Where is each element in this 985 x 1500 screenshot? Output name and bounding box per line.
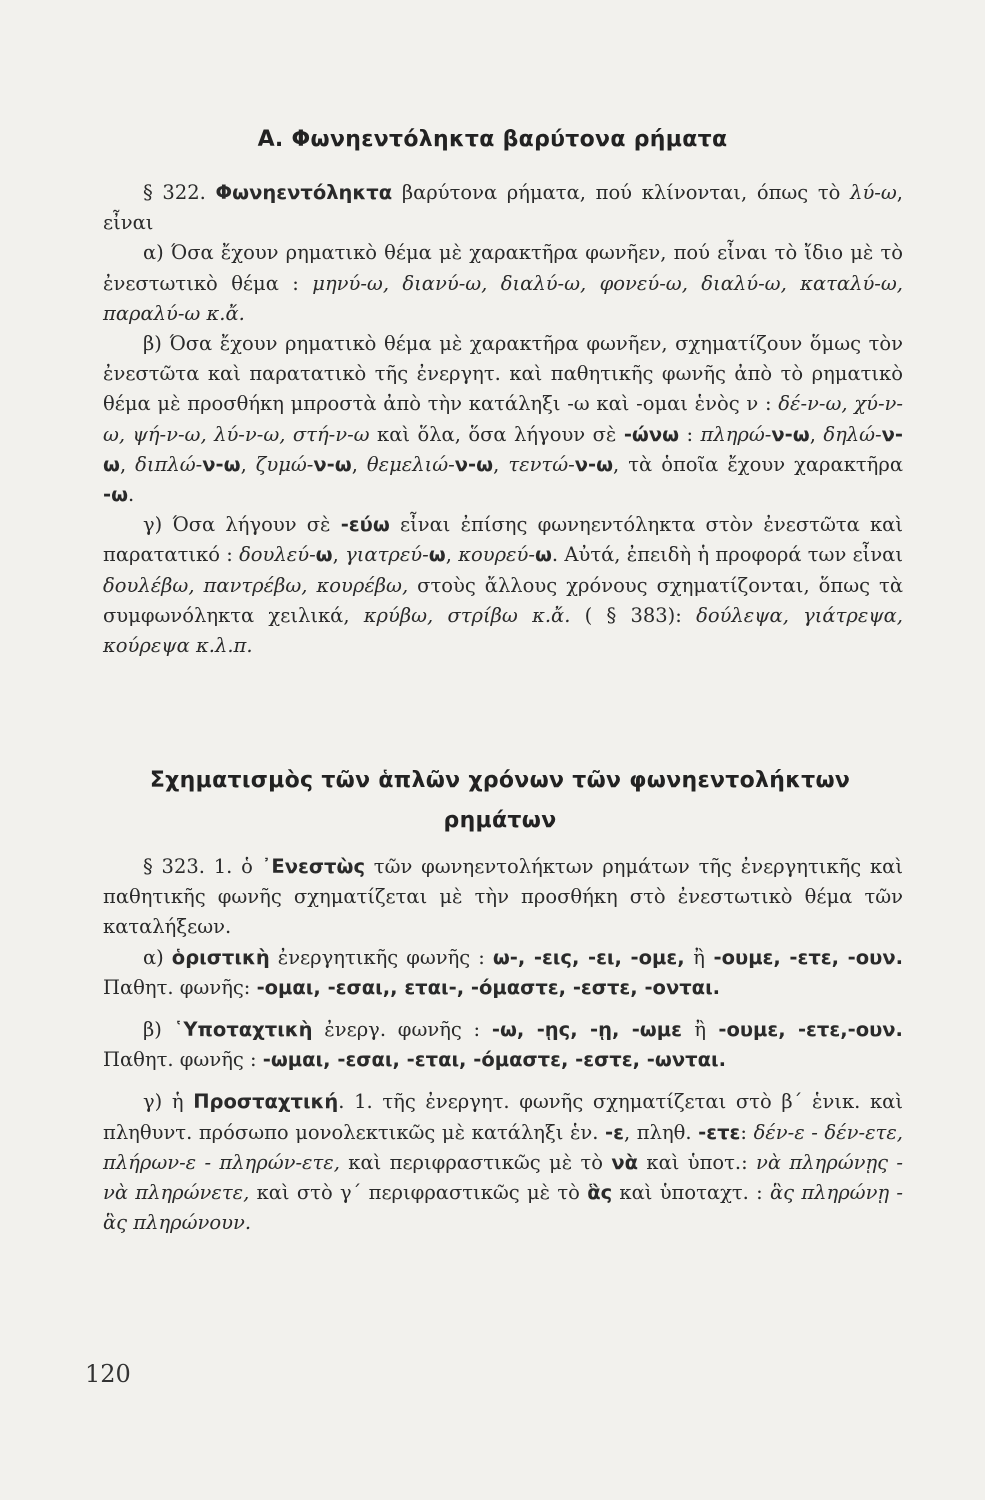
- example-text: δηλώ-: [823, 422, 882, 446]
- body-text: εἶναι ἐπίσης φωνηεντόληκτα στὸν ἐνεστῶτα καὶ παρατατικό :: [103, 513, 903, 567]
- example-text: γιατρεύ-: [345, 543, 429, 567]
- body-text: ἢ: [694, 1018, 706, 1042]
- list-label: β): [143, 1018, 174, 1042]
- bold-term: ᾿Ενεστὼς: [261, 855, 366, 878]
- bold-term: -ε: [605, 1120, 624, 1144]
- body-text: Όσα ἔχουν ρηματικὸ θέμα μὲ χαρακτῆρα φωνῆεν, πού εἶναι τὸ ἴδιο μὲ τὸ ἐνεστωτικὸ θέμα :: [103, 241, 903, 295]
- body-text: , πληθ.: [624, 1120, 699, 1144]
- bold-term: ν-ω: [202, 452, 241, 476]
- bold-term: ω: [315, 543, 333, 567]
- endings-text: -ωμαι, -εσαι, -εται, -όμαστε, -εστε, -ωνται.: [262, 1048, 726, 1072]
- body-text: καὶ στὸ γ΄ περιφραστικῶς μὲ τὸ: [249, 1181, 588, 1205]
- example-text: δουλέβω, παντρέβω, κουρέβω,: [103, 573, 409, 597]
- list-label: α): [143, 241, 171, 265]
- body-text: :: [740, 1120, 754, 1144]
- paragraph-322-c: [103, 510, 903, 661]
- endings-text: -ουμε, -ετε,-ουν.: [706, 1018, 903, 1042]
- body-text: στοὺς ἄλλους χρόνους σχηματίζονται, ὅπως τὰ συμφωνόληκτα χειλικά,: [103, 573, 903, 627]
- bold-term: ν-ω: [771, 422, 810, 446]
- paragraph-322-a: [103, 238, 903, 329]
- body-text: :: [679, 422, 701, 446]
- body-text: ,: [119, 452, 136, 476]
- endings-text: -ομαι, -εσαι,, εται-, -όμαστε, -εστε, -ονται.: [256, 975, 721, 999]
- example-text: μηνύ-ω, διανύ-ω, διαλύ-ω, φονεύ-ω, διαλύ-ω, καταλύ-ω, παραλύ-ω κ.ἄ.: [103, 271, 903, 325]
- body-text: ,: [240, 452, 256, 476]
- bold-term: -ετε: [698, 1120, 741, 1144]
- bold-term: ν-ω: [103, 422, 903, 476]
- paragraph-322-b: [103, 329, 903, 510]
- list-label: γ): [143, 513, 173, 537]
- paragraph-323-a: [103, 943, 903, 1003]
- body-text: καὶ ὑποταχτ. :: [612, 1181, 770, 1205]
- endings-text: -ω, -ῃς, -ῃ, -ωμε: [491, 1018, 695, 1042]
- bold-term: νὰ: [611, 1150, 639, 1174]
- body-text: Όσα λήγουν σὲ: [172, 513, 341, 537]
- body-text: ( § 383):: [570, 603, 697, 627]
- bold-term: ν-ω: [313, 452, 352, 476]
- bold-term: ω: [534, 543, 552, 567]
- example-text: λύ-ω: [850, 181, 897, 204]
- bold-term: ἃς: [587, 1181, 613, 1205]
- body-text: Παθητ. φωνῆς :: [103, 1048, 263, 1072]
- body-text: βαρύτονα ρήματα, πού κλίνονται, όπως τὸ: [392, 181, 851, 204]
- body-text: καὶ ὅλα, ὅσα λήγουν σὲ: [369, 422, 624, 446]
- body-text: ἐνεργ. φωνῆς :: [312, 1018, 492, 1042]
- body-text: ,: [351, 452, 367, 476]
- bold-term: ῾Υποταχτικὴ: [173, 1018, 313, 1042]
- bold-term: ν-ω: [454, 452, 494, 476]
- example-text: διπλώ-: [135, 452, 203, 476]
- paragraph-number: § 322.: [143, 181, 206, 204]
- list-label: β): [143, 332, 170, 356]
- example-text: δέ-ν-ω, χύ-ν-ω, ψή-ν-ω, λύ-ν-ω, στή-ν-ω: [103, 392, 903, 446]
- body-text: ,: [445, 543, 459, 567]
- body-text: ,: [809, 422, 824, 446]
- subsection-heading: Σχηματισμὸς τῶν ἁπλῶν χρόνων τῶν φωνηεντολήκτων ρημάτων: [149, 768, 851, 833]
- body-text: .: [128, 483, 135, 507]
- paragraph-323-c: [103, 1087, 903, 1238]
- bold-term: -εύω: [340, 513, 390, 537]
- bold-term: -ω: [103, 483, 129, 507]
- example-text: τεντώ-: [508, 452, 575, 476]
- example-text: πληρώ-: [700, 422, 772, 446]
- body-text: ἐνεργητικῆς φωνῆς :: [269, 945, 493, 969]
- bold-term: ν-ω: [574, 452, 614, 476]
- example-text: νὰ πληρώνῃς - νὰ πληρώνετε,: [103, 1150, 903, 1205]
- body-text: . Αὐτά, ἐπειδὴ ἡ προφορά των εἶναι: [551, 543, 903, 567]
- body-text: καὶ ὑποτ.:: [638, 1150, 757, 1174]
- body-text: Παθητ. φωνῆς:: [103, 975, 257, 999]
- bold-term: ω: [428, 543, 446, 567]
- body-text: . 1. τῆς ἐνεργητ. φωνῆς σχηματίζεται στὸ β΄ ἑνικ. καὶ πληθυντ. πρόσωπο μονολεκτικῶς μὲ κατάληξι ἑν.: [103, 1090, 903, 1144]
- body-text: ,: [332, 543, 346, 567]
- example-text: θεμελιώ-: [366, 452, 455, 476]
- endings-text: ω-, -εις, -ει, -ομε,: [492, 945, 694, 969]
- body-text: καὶ περιφραστικῶς μὲ τὸ: [339, 1150, 612, 1174]
- example-text: κουρεύ-: [458, 543, 535, 567]
- list-label: γ) ἡ: [143, 1090, 194, 1114]
- paragraph-322-intro: [103, 178, 903, 238]
- page-number: 120: [85, 1360, 131, 1388]
- example-text: ἃς πληρώνῃ - ἃς πληρώνουν.: [103, 1181, 903, 1235]
- paragraph-323-intro: [103, 852, 903, 943]
- body-text: τῶν φωνηεντολήκτων ρημάτων τῆς ἐνεργητικῆς καὶ παθητικῆς φωνῆς σχηματίζεται μὲ τὴν προσθήκη στὸ ἐνεστωτικὸ θέμα τῶν καταλήξεων.: [103, 855, 903, 939]
- paragraph-number: § 323. 1. ὁ: [143, 855, 262, 878]
- section-322: [103, 178, 903, 661]
- body-text: , εἶναι: [103, 181, 903, 235]
- bold-term: ὁριστικὴ: [171, 945, 270, 969]
- example-text: δούλεψα, γιάτρεψα, κούρεψα κ.λ.π.: [103, 603, 903, 658]
- example-text: δουλεύ-: [239, 543, 316, 567]
- example-text: ζυμώ-: [255, 452, 314, 476]
- body-text: Όσα ἔχουν ρηματικὸ θέμα μὲ χαρακτῆρα φωνῆεν, σχηματίζουν ὅμως τὸν ἐνεστῶτα καὶ παρατατικὸ τῆς ἐνεργητ. καὶ παθητικῆς φωνῆς ἀπὸ τὸ ρηματικὸ θέμα μὲ προσθήκη μπροστὰ ἀπὸ τὴν κατάληξι -ω καὶ -ομαι ἑνὸς ν :: [103, 332, 903, 416]
- section-323: [103, 852, 903, 1238]
- body-text: , τὰ ὁποῖα ἔχουν χαρακτῆρα: [613, 452, 903, 476]
- example-text: δέν-ε - δέν-ετε, πλήρων-ε - πληρών-ετε,: [103, 1120, 903, 1174]
- endings-text: -ουμε, -ετε, -ουν.: [704, 945, 904, 969]
- paragraph-323-b: [103, 1015, 903, 1075]
- bold-term: Φωνηεντόληκτα: [215, 181, 393, 204]
- bold-term: Προσταχτική: [193, 1090, 339, 1114]
- example-text: κρύβω, στρίβω κ.ἄ.: [363, 603, 571, 627]
- section-heading: Α. Φωνηεντόληκτα βαρύτονα ρήματα: [257, 127, 728, 152]
- body-text: ,: [493, 452, 509, 476]
- bold-term: -ώνω: [623, 422, 680, 446]
- list-label: α): [143, 945, 172, 969]
- body-text: ἢ: [693, 945, 705, 969]
